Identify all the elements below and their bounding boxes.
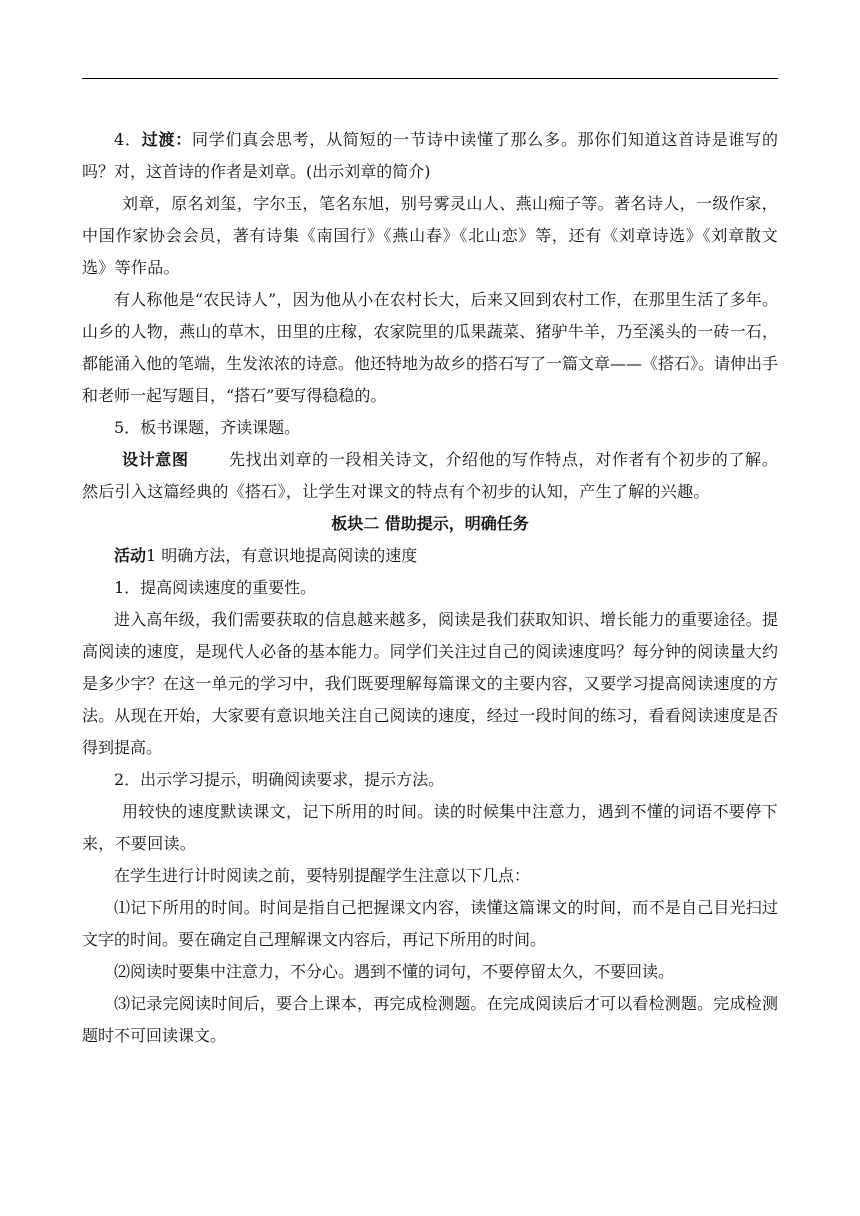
note-2: ⑵阅读时要集中注意力，不分心。遇到不懂的词句，不要停留太久，不要回读。	[114, 962, 675, 981]
paragraph-step-5: 5．板书课题，齐读课题。	[114, 418, 301, 437]
note-3: ⑶记录完阅读时间后，要合上课本，再完成检测题。在完成阅读后才可以看检测题。完成检测题时不可回读课文。	[82, 994, 778, 1045]
document-body	[82, 124, 778, 1052]
activity-1-text: 1 明确方法，有意识地提高阅读的速度	[146, 546, 418, 565]
header-rule	[82, 78, 778, 79]
paragraph-step-1: 1．提高阅读速度的重要性。	[114, 578, 317, 597]
step-number: 4．	[114, 130, 142, 149]
activity-1-label: 活动	[114, 546, 147, 565]
section-2-title: 板块二 借助提示，明确任务	[331, 514, 529, 533]
note-1: ⑴记下所用的时间。时间是指自己把握课文内容，读懂这篇课文的时间，而不是自己目光扫过文字的时间。要在确定自己理解课文内容后，再记下所用的时间。	[82, 898, 778, 949]
author-intro-quote: 刘章，原名刘玺，字尔玉，笔名东旭，别号雾灵山人、燕山痴子等。著名诗人，一级作家，中国作家协会会员，著有诗集《南国行》《燕山春》《北山恋》等，还有《刘章诗选》《刘章散文选》等作品。	[82, 194, 778, 277]
paragraph-farmer-poet: 有人称他是“农民诗人”，因为他从小在农村长大，后来又回到农村工作，在那里生活了多年。山乡的人物，燕山的草木，田里的庄稼，农家院里的瓜果蔬菜、猪驴牛羊，乃至溪头的一砖一石，都能涌入他的笔端，生发浓浓的诗意。他还特地为故乡的搭石写了一篇文章——《搭石》。请伸出手和老师一起写题目，“搭石”要写得稳稳的。	[82, 290, 779, 405]
paragraph-transition	[82, 124, 778, 188]
step-label: 过渡：	[141, 130, 193, 149]
design-intent-text: 先找出刘章的一段相关诗文，介绍他的写作特点，对作者有个初步的了解。然后引入这篇经典的《搭石》，让学生对课文的特点有个初步的认知，产生了解的兴趣。	[82, 450, 778, 501]
design-intent	[82, 444, 778, 508]
study-tip-quote: 用较快的速度默读课文，记下所用的时间。读的时候集中注意力，遇到不懂的词语不要停下来，不要回读。	[82, 802, 778, 853]
activity-1	[82, 540, 778, 572]
step-text: 同学们真会思考，从简短的一节诗中读懂了那么多。那你们知道这首诗是谁写的吗？对，这首诗的作者是刘章。(出示刘章的简介)	[82, 130, 778, 181]
paragraph-notes-intro: 在学生进行计时阅读之前，要特别提醒学生注意以下几点：	[114, 866, 531, 885]
paragraph-step-2: 2．出示学习提示，明确阅读要求，提示方法。	[114, 770, 445, 789]
design-intent-label: 设计意图	[122, 450, 189, 469]
paragraph-reading-speed: 进入高年级，我们需要获取的信息越来越多，阅读是我们获取知识、增长能力的重要途径。提高阅读的速度，是现代人必备的基本能力。同学们关注过自己的阅读速度吗？每分钟的阅读量大约是多少字？在这一单元的学习中，我们既要理解每篇课文的主要内容，又要学习提高阅读速度的方法。从现在开始，大家要有意识地关注自己阅读的速度，经过一段时间的练习，看看阅读速度是否得到提高。	[82, 610, 778, 757]
